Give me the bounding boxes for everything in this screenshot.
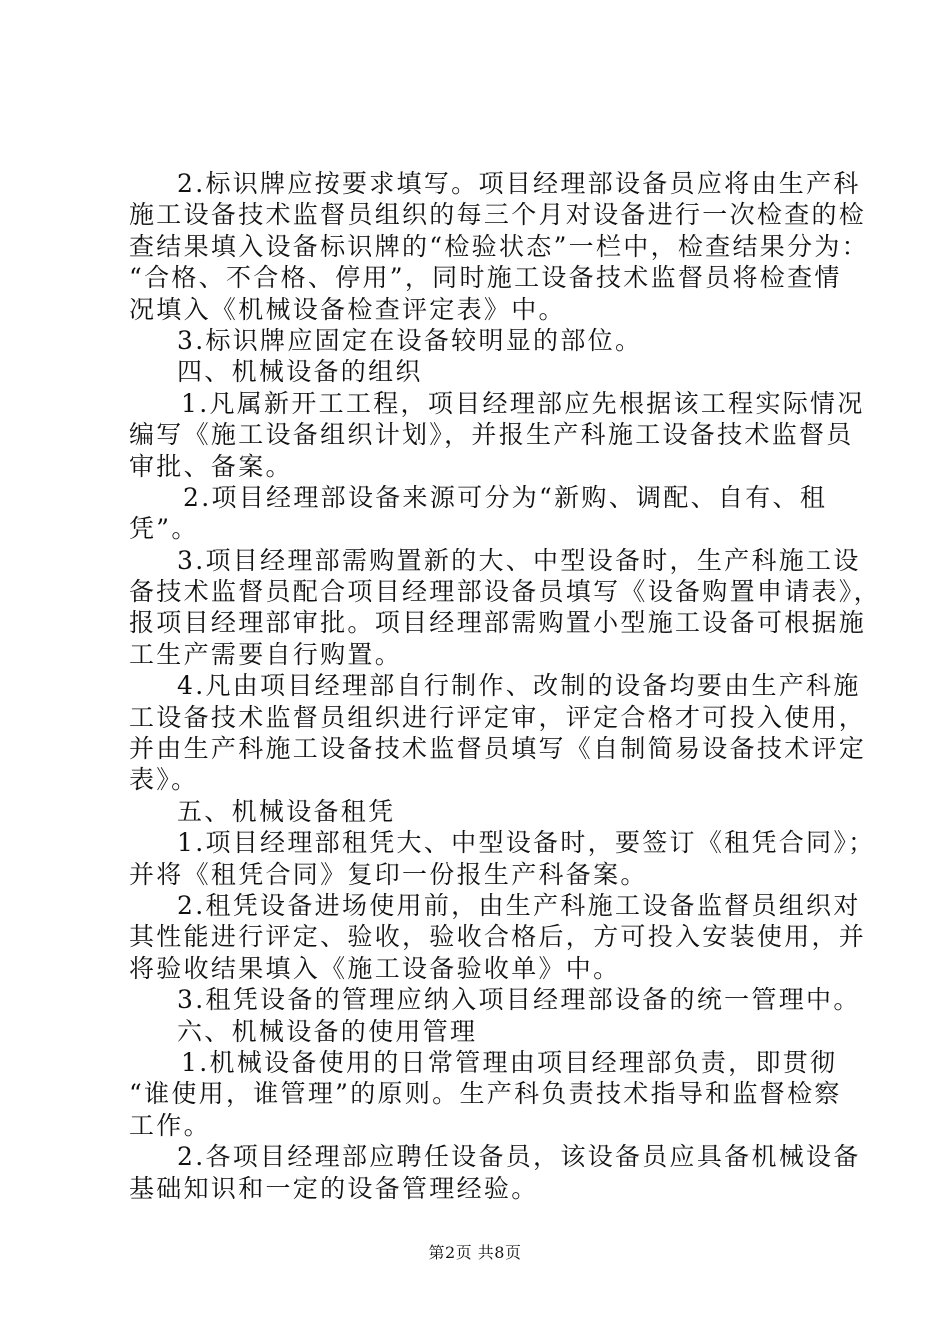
paragraph-line: “谁使用，谁管理”的原则。生产科负责技术指导和监督检察 (129, 1079, 842, 1109)
paragraph-line: 3.项目经理部需购置新的大、中型设备时，生产科施工设 (177, 545, 861, 575)
paragraph-line: 工作。 (129, 1110, 211, 1140)
paragraph-line: 基础知识和一定的设备管理经验。 (129, 1173, 539, 1203)
section-heading: 四、机械设备的组织 (177, 357, 423, 387)
paragraph-line: 2.租凭设备进场使用前，由生产科施工设备监督员组织对 (177, 890, 861, 920)
paragraph-line: 3.标识牌应固定在设备较明显的部位。 (177, 325, 643, 355)
paragraph-line: 编写《施工设备组织计划》，并报生产科施工设备技术监督员 (129, 420, 854, 450)
paragraph-line: 查结果填入设备标识牌的“检验状态”一栏中，检查结果分为： (129, 231, 869, 261)
section-heading: 五、机械设备租凭 (177, 796, 396, 826)
paragraph-line: 2.各项目经理部应聘任设备员，该设备员应具备机械设备 (177, 1142, 861, 1172)
paragraph-line: 1.凡属新开工工程，项目经理部应先根据该工程实际情况 (181, 388, 865, 418)
paragraph-line: “合格、不合格、停用”，同时施工设备技术监督员将检查情 (129, 263, 842, 293)
paragraph-line: 3.租凭设备的管理应纳入项目经理部设备的统一管理中。 (177, 985, 861, 1015)
paragraph-line: 1.项目经理部租凭大、中型设备时，要签订《租凭合同》； (177, 828, 876, 858)
paragraph-line: 工设备技术监督员组织进行评定审，评定合格才可投入使用， (129, 702, 867, 732)
section-heading: 六、机械设备的使用管理 (177, 1016, 478, 1046)
paragraph-line: 1.机械设备使用的日常管理由项目经理部负责，即贯彻 (181, 1047, 838, 1077)
paragraph-line: 报项目经理部审批。项目经理部需购置小型施工设备可根据施 (129, 608, 867, 638)
paragraph-line: 工生产需要自行购置。 (129, 639, 403, 669)
paragraph-line: 凭”。 (129, 514, 199, 544)
paragraph-line: 并由生产科施工设备技术监督员填写《自制简易设备技术评定 (129, 734, 867, 764)
page-footer: 第2页 共8页 (428, 1243, 522, 1262)
paragraph-line: 表》。 (129, 765, 199, 795)
paragraph-line: 其性能进行评定、验收，验收合格后，方可投入安装使用，并 (129, 922, 867, 952)
paragraph-line: 并将《租凭合同》复印一份报生产科备案。 (129, 859, 648, 889)
paragraph-line: 将验收结果填入《施工设备验收单》中。 (129, 953, 621, 983)
paragraph-line: 4.凡由项目经理部自行制作、改制的设备均要由生产科施 (177, 671, 861, 701)
document-body (129, 168, 881, 1204)
paragraph-line: 况填入《机械设备检查评定表》中。 (129, 294, 566, 324)
paragraph-line: 备技术监督员配合项目经理部设备员填写《设备购置申请表》， (129, 577, 881, 607)
paragraph-line: 2.项目经理部设备来源可分为“新购、调配、自有、租 (183, 482, 828, 512)
paragraph-line: 2.标识牌应按要求填写。项目经理部设备员应将由生产科 (177, 169, 861, 198)
paragraph-line: 审批、备案。 (129, 451, 293, 481)
paragraph-line: 施工设备技术监督员组织的每三个月对设备进行一次检查的检 (129, 200, 867, 230)
